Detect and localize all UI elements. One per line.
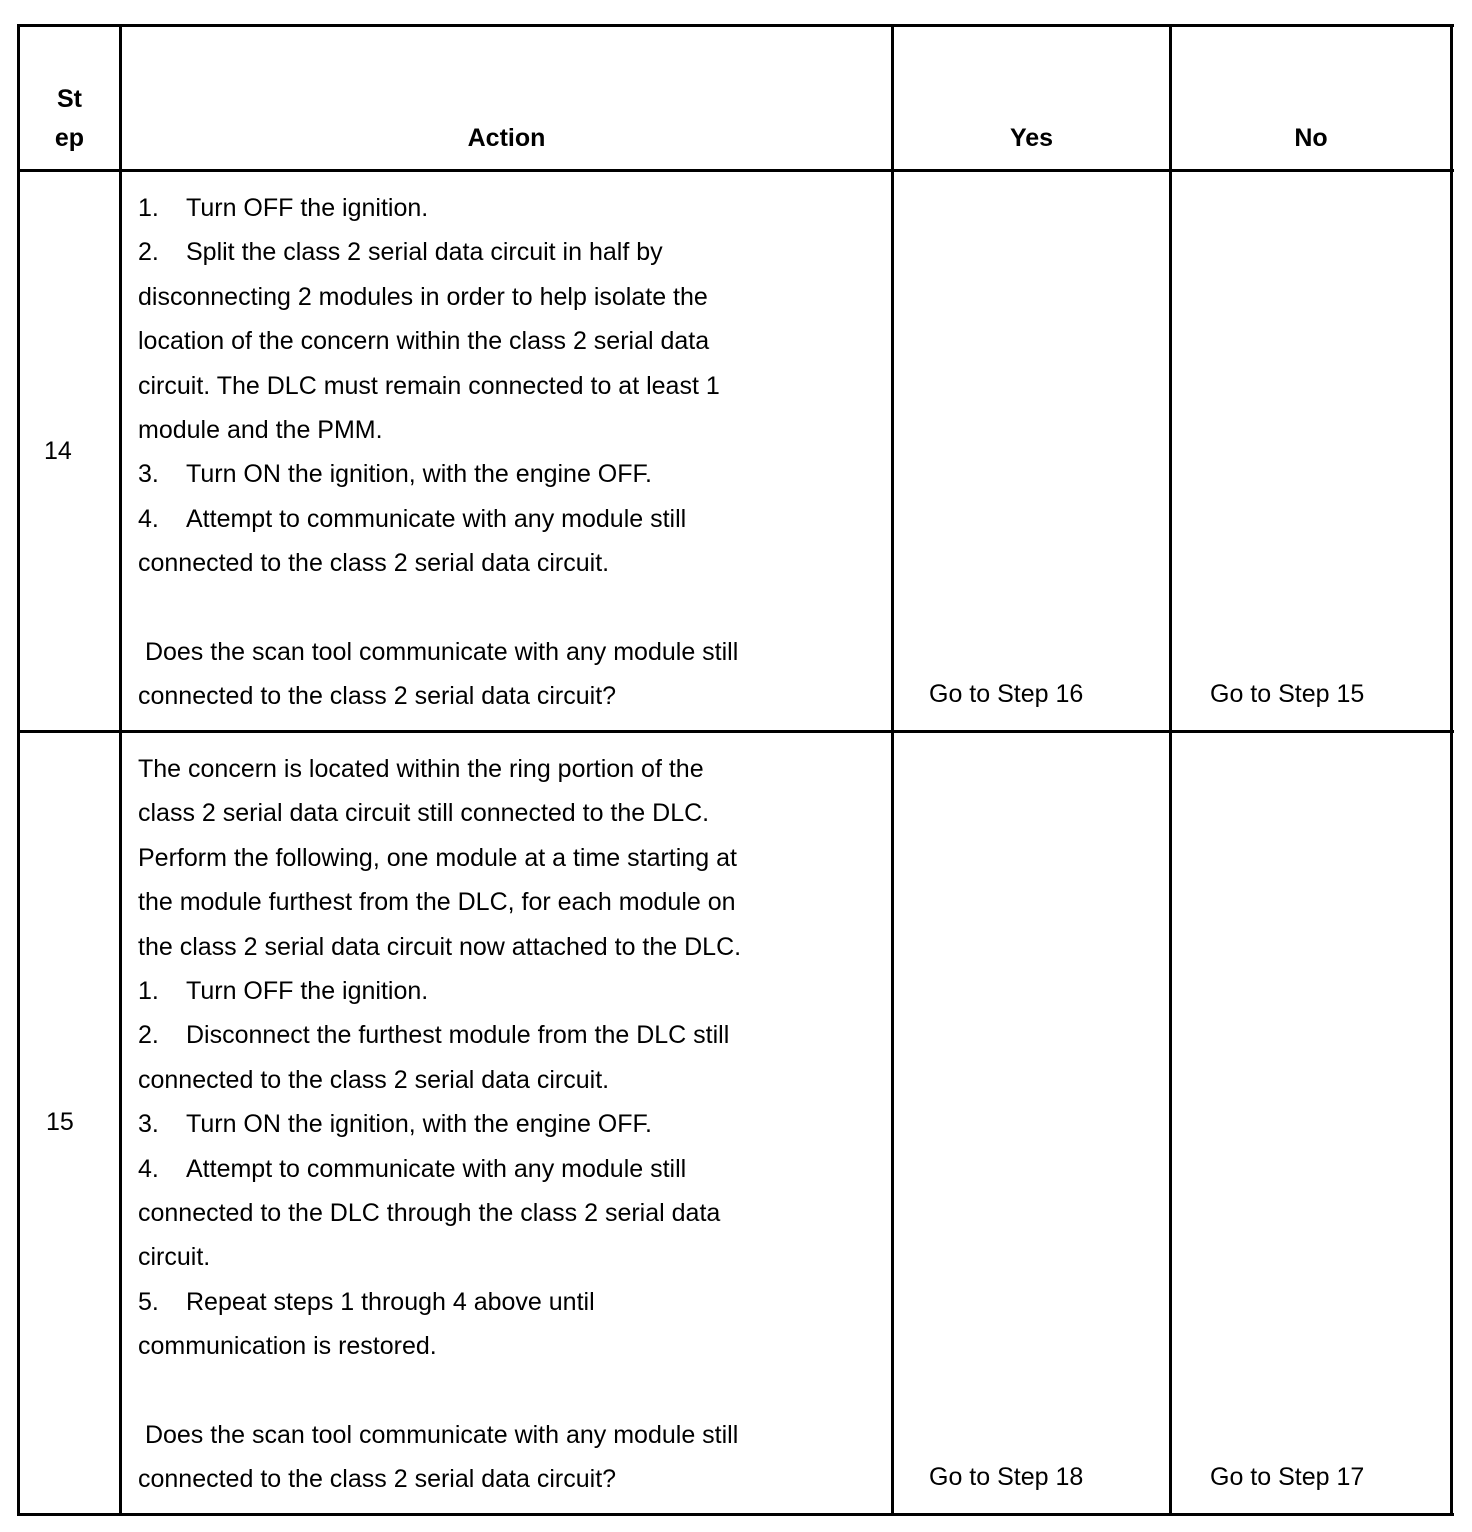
- header-action: Action: [467, 124, 546, 152]
- action-text: Split the class 2 serial data circuit in half by: [186, 238, 663, 267]
- action-line: [138, 1147, 741, 1191]
- list-number: 5.: [138, 1287, 159, 1316]
- action-text: Repeat steps 1 through 4 above until: [186, 1287, 595, 1316]
- action-text: Disconnect the furthest module from the DLC still: [186, 1021, 730, 1050]
- action-text: class 2 serial data circuit still connected to the DLC.: [138, 799, 710, 828]
- list-number: 3.: [138, 1110, 159, 1139]
- action-line: [138, 1191, 741, 1235]
- action-line: [138, 674, 738, 718]
- action-line: [138, 452, 738, 496]
- action-line: [138, 630, 738, 674]
- action-line: [138, 836, 741, 880]
- action-text: connected to the class 2 serial data circuit.: [138, 549, 610, 578]
- action-text: Turn ON the ignition, with the engine OFF.: [186, 1110, 652, 1139]
- column-divider-step: [119, 24, 122, 1516]
- action-line: [138, 1324, 741, 1368]
- action-text: Does the scan tool communicate with any module still: [138, 1420, 739, 1449]
- action-text: circuit. The DLC must remain connected to at least 1: [138, 371, 720, 400]
- header-step: [20, 80, 119, 158]
- action-line: [138, 1368, 741, 1412]
- action-text: Does the scan tool communicate with any module still: [138, 637, 739, 666]
- action-line: [138, 541, 738, 585]
- action-text: Perform the following, one module at a time starting at: [138, 843, 737, 872]
- table-border-left: [17, 24, 20, 1516]
- column-divider-action: [891, 24, 894, 1516]
- action-text: The concern is located within the ring portion of the: [138, 755, 704, 783]
- action-line: [138, 408, 738, 452]
- action-text: disconnecting 2 modules in order to help isolate the: [138, 282, 708, 311]
- table-border-bottom: [17, 1513, 1454, 1516]
- list-number: 2.: [138, 238, 159, 267]
- action-text: module and the PMM.: [138, 415, 383, 444]
- action-line: [138, 319, 738, 363]
- action-line: [138, 791, 741, 835]
- action-text: Turn ON the ignition, with the engine OFF.: [186, 460, 652, 489]
- list-number: 3.: [138, 460, 159, 489]
- action-line: [138, 186, 738, 230]
- action-text: connected to the class 2 serial data circuit?: [138, 1465, 617, 1494]
- action-line: [138, 230, 738, 274]
- action-line: [138, 275, 738, 319]
- list-number: 1.: [138, 976, 159, 1005]
- action-line: [138, 1280, 741, 1324]
- table-border-top: [17, 24, 1454, 27]
- action-line: [138, 1457, 741, 1501]
- action-cell: [138, 747, 741, 1502]
- action-line: [138, 1058, 741, 1102]
- action-line: [138, 364, 738, 408]
- row-divider: [17, 730, 1454, 733]
- header-no: No: [1294, 124, 1328, 152]
- action-text: connected to the DLC through the class 2 serial data: [138, 1198, 721, 1227]
- action-line: [138, 1413, 741, 1457]
- no-result: Go to Step 17: [1210, 1463, 1365, 1491]
- yes-result: Go to Step 16: [929, 680, 1084, 708]
- header-yes: Yes: [1009, 124, 1054, 152]
- action-line: [138, 1235, 741, 1279]
- step-number: 15: [46, 1108, 74, 1136]
- action-line: [138, 925, 741, 969]
- action-text: location of the concern within the class 2 serial data: [138, 327, 710, 356]
- action-line: [138, 880, 741, 924]
- action-line: [138, 747, 741, 791]
- action-text: the class 2 serial data circuit now attached to the DLC.: [138, 932, 742, 961]
- header-step-line-1: St: [57, 85, 82, 113]
- yes-result: Go to Step 18: [929, 1463, 1084, 1491]
- action-line: [138, 586, 738, 630]
- column-divider-yes: [1169, 24, 1172, 1516]
- action-text: circuit.: [138, 1243, 211, 1272]
- action-text: Attempt to communicate with any module still: [186, 1154, 687, 1183]
- action-line: [138, 1102, 741, 1146]
- no-result: Go to Step 15: [1210, 680, 1365, 708]
- step-number: 14: [44, 437, 72, 465]
- list-number: 4.: [138, 504, 159, 533]
- action-line: [138, 497, 738, 541]
- list-number: 2.: [138, 1021, 159, 1050]
- action-text: communication is restored.: [138, 1332, 437, 1361]
- list-number: 4.: [138, 1154, 159, 1183]
- header-divider: [17, 169, 1454, 172]
- action-text: Attempt to communicate with any module still: [186, 504, 687, 533]
- action-text: connected to the class 2 serial data circuit?: [138, 682, 617, 711]
- action-text: Turn OFF the ignition.: [186, 194, 429, 222]
- action-text: connected to the class 2 serial data circuit.: [138, 1065, 610, 1094]
- action-text: the module furthest from the DLC, for each module on: [138, 888, 736, 917]
- table-border-right: [1450, 24, 1453, 1516]
- list-number: 1.: [138, 194, 159, 222]
- action-cell: [138, 186, 738, 719]
- action-line: [138, 1013, 741, 1057]
- action-line: [138, 969, 741, 1013]
- action-text: Turn OFF the ignition.: [186, 976, 429, 1005]
- header-step-line-2: ep: [54, 124, 85, 152]
